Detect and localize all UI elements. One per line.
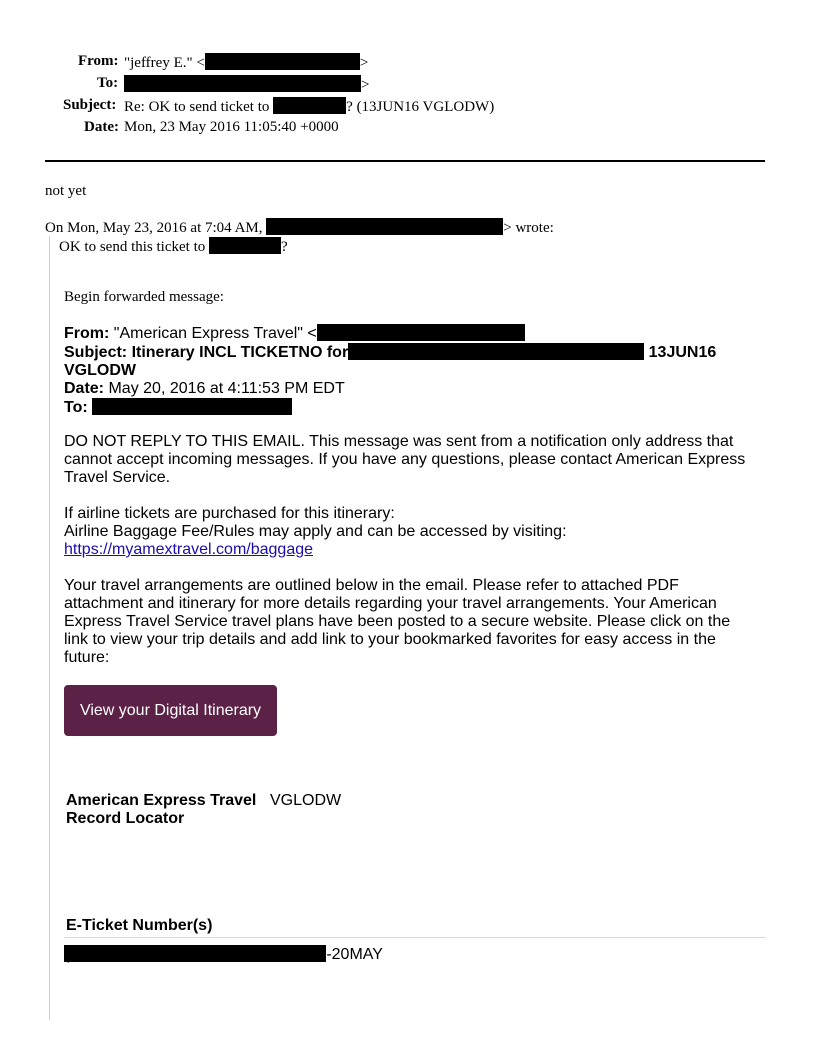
forwarded-header <box>64 324 754 417</box>
fw-from-label: From: <box>64 325 110 342</box>
fw-subject-suffix: 13JUN16 <box>648 344 717 361</box>
header-divider <box>45 160 765 162</box>
eticket-divider <box>64 937 766 938</box>
fw-date-row <box>64 380 754 398</box>
eticket-suffix: -20MAY <box>326 946 383 963</box>
fw-date-label: Date: <box>64 380 105 397</box>
redaction-box <box>266 218 503 235</box>
quote-attribution: On Mon, May 23, 2016 at 7:04 AM, > wrote: <box>45 220 554 236</box>
eticket-number <box>64 945 383 964</box>
fw-from-value: "American Express Travel" < <box>113 325 317 342</box>
redaction-box <box>209 237 281 254</box>
eticket-heading: E-Ticket Number(s) <box>66 917 213 934</box>
date-value: Mon, 23 May 2016 11:05:40 +0000 <box>124 119 339 135</box>
baggage-line-2: Airline Baggage Fee/Rules may apply and can be accessed by visiting: <box>64 523 567 540</box>
reply-body: not yet <box>45 183 87 199</box>
date-label: Date: <box>84 119 119 135</box>
redaction-box <box>64 945 326 962</box>
quote-bar <box>49 236 50 1020</box>
forward-intro: Begin forwarded message: <box>64 289 224 305</box>
fw-subject-label: Subject: Itinerary INCL TICKETNO for <box>64 344 349 361</box>
redaction-box <box>348 343 644 360</box>
fw-subject-line2: VGLODW <box>64 362 136 379</box>
fw-to-row <box>64 398 754 417</box>
to-label: To: <box>97 75 119 91</box>
subject-label: Subject: <box>63 97 117 113</box>
fw-subject-row <box>64 343 754 362</box>
subject-value: Re: OK to send ticket to ? (13JUN16 VGLODW) <box>124 99 495 115</box>
fw-to-label: To: <box>64 399 88 416</box>
from-value: "jeffrey E." < > <box>124 55 369 71</box>
fw-date-value: May 20, 2016 at 4:11:53 PM EDT <box>108 380 345 397</box>
from-label: From: <box>78 53 119 69</box>
redaction-box <box>205 53 360 70</box>
quoted-message: OK to send this ticket to ? <box>59 239 288 255</box>
redaction-box <box>92 398 292 415</box>
baggage-line-1: If airline tickets are purchased for this itinerary: <box>64 505 395 522</box>
arrangements-paragraph: Your travel arrangements are outlined below in the email. Please refer to attached PDF attachment and itinerary for more details regarding your travel arrangements. Your American Express Travel Service travel plans have been posted to a secure website. Please click on the link to view your trip details and add link to your bookmarked favorites for easy access in the future: <box>64 577 731 666</box>
baggage-link[interactable]: https://myamextravel.com/baggage <box>64 541 314 558</box>
baggage-paragraph <box>64 505 754 559</box>
redaction-box <box>273 97 346 114</box>
view-digital-itinerary-button[interactable]: View your Digital Itinerary <box>64 685 277 736</box>
fw-from-row <box>64 324 754 343</box>
record-locator-label <box>66 792 256 828</box>
to-value: > <box>124 75 369 94</box>
redaction-box <box>124 75 361 92</box>
record-label-line-1: American Express Travel <box>66 792 257 809</box>
redaction-box <box>317 324 525 341</box>
record-locator-value: VGLODW <box>270 792 342 809</box>
record-label-line-2: Record Locator <box>66 810 185 827</box>
notice-paragraph: DO NOT REPLY TO THIS EMAIL. This message was sent from a notification only address that cannot accept incoming messages. If you have any questions, please contact American Express Travel Service. <box>64 433 746 486</box>
